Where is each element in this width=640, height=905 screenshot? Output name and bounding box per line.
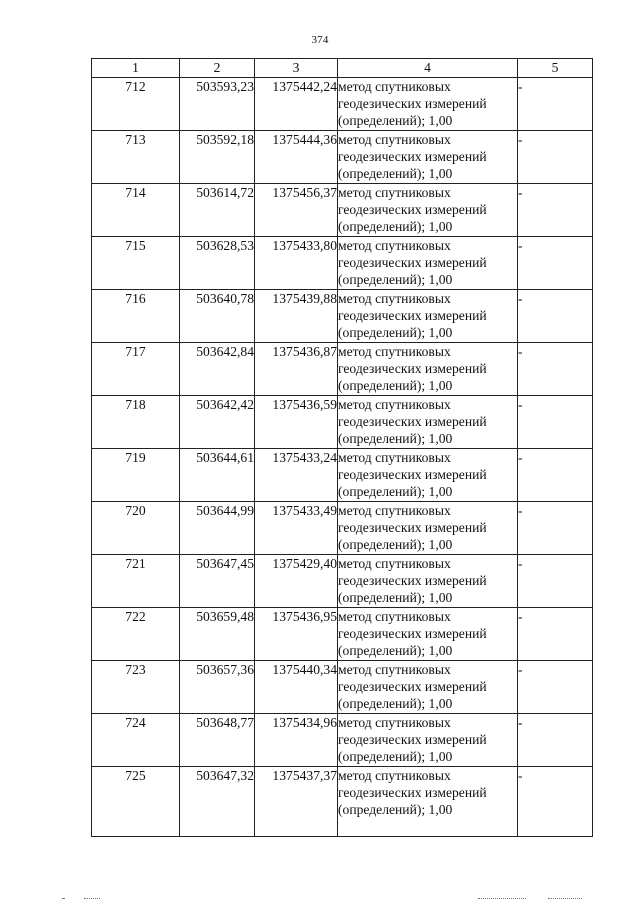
y-coordinate-cell: 1375439,88 bbox=[255, 290, 338, 343]
method-accuracy-cell bbox=[338, 131, 518, 184]
method-text-line: геодезических измерений bbox=[338, 573, 487, 588]
x-coordinate-cell: 503593,23 bbox=[180, 78, 255, 131]
method-text-line: метод спутниковых bbox=[338, 238, 451, 253]
y-coordinate-cell: 1375444,36 bbox=[255, 131, 338, 184]
y-coordinate-cell: 1375436,95 bbox=[255, 608, 338, 661]
y-coordinate-cell: 1375434,96 bbox=[255, 714, 338, 767]
method-text-line: геодезических измерений bbox=[338, 202, 487, 217]
table-row bbox=[92, 449, 593, 502]
method-text-line: метод спутниковых bbox=[338, 79, 451, 94]
coordinates-table bbox=[91, 58, 593, 837]
column-header-2: 2 bbox=[180, 59, 255, 78]
method-text-line: (определений); 1,00 bbox=[338, 272, 453, 287]
note-cell: - bbox=[518, 555, 593, 608]
point-number-cell: 725 bbox=[92, 767, 180, 837]
table-row bbox=[92, 608, 593, 661]
x-coordinate-cell: 503659,48 bbox=[180, 608, 255, 661]
table-row bbox=[92, 290, 593, 343]
method-text-line: геодезических измерений bbox=[338, 96, 487, 111]
y-coordinate-cell: 1375433,80 bbox=[255, 237, 338, 290]
method-accuracy-cell bbox=[338, 608, 518, 661]
method-text-line: (определений); 1,00 bbox=[338, 802, 453, 817]
column-header-3: 3 bbox=[255, 59, 338, 78]
method-text-line: метод спутниковых bbox=[338, 344, 451, 359]
method-accuracy-cell bbox=[338, 449, 518, 502]
method-text-line: (определений); 1,00 bbox=[338, 431, 453, 446]
method-text-line: (определений); 1,00 bbox=[338, 113, 453, 128]
note-cell: - bbox=[518, 131, 593, 184]
method-accuracy-cell bbox=[338, 767, 518, 837]
point-number-cell: 717 bbox=[92, 343, 180, 396]
x-coordinate-cell: 503614,72 bbox=[180, 184, 255, 237]
x-coordinate-cell: 503628,53 bbox=[180, 237, 255, 290]
note-cell: - bbox=[518, 714, 593, 767]
x-coordinate-cell: 503642,42 bbox=[180, 396, 255, 449]
column-header-1: 1 bbox=[92, 59, 180, 78]
y-coordinate-cell: 1375436,59 bbox=[255, 396, 338, 449]
method-accuracy-cell bbox=[338, 237, 518, 290]
y-coordinate-cell: 1375442,24 bbox=[255, 78, 338, 131]
table-row bbox=[92, 396, 593, 449]
point-number-cell: 713 bbox=[92, 131, 180, 184]
method-text-line: метод спутниковых bbox=[338, 397, 451, 412]
method-text-line: геодезических измерений bbox=[338, 626, 487, 641]
method-text-line: геодезических измерений bbox=[338, 149, 487, 164]
method-text-line: (определений); 1,00 bbox=[338, 219, 453, 234]
note-cell: - bbox=[518, 343, 593, 396]
y-coordinate-cell: 1375433,49 bbox=[255, 502, 338, 555]
column-header-5: 5 bbox=[518, 59, 593, 78]
table-row bbox=[92, 131, 593, 184]
table-row bbox=[92, 502, 593, 555]
method-text-line: (определений); 1,00 bbox=[338, 378, 453, 393]
method-accuracy-cell bbox=[338, 555, 518, 608]
note-cell: - bbox=[518, 449, 593, 502]
table-row bbox=[92, 78, 593, 131]
note-cell: - bbox=[518, 184, 593, 237]
method-text-line: метод спутниковых bbox=[338, 768, 451, 783]
method-text-line: (определений); 1,00 bbox=[338, 484, 453, 499]
note-cell: - bbox=[518, 661, 593, 714]
method-text-line: геодезических измерений bbox=[338, 785, 487, 800]
point-number-cell: 716 bbox=[92, 290, 180, 343]
method-text-line: (определений); 1,00 bbox=[338, 643, 453, 658]
method-text-line: геодезических измерений bbox=[338, 414, 487, 429]
method-text-line: метод спутниковых bbox=[338, 185, 451, 200]
method-text-line: геодезических измерений bbox=[338, 520, 487, 535]
method-text-line: метод спутниковых bbox=[338, 291, 451, 306]
x-coordinate-cell: 503642,84 bbox=[180, 343, 255, 396]
note-cell: - bbox=[518, 767, 593, 837]
table-header-row bbox=[92, 59, 593, 78]
table-row bbox=[92, 237, 593, 290]
page-number: 374 bbox=[311, 34, 329, 46]
x-coordinate-cell: 503592,18 bbox=[180, 131, 255, 184]
method-text-line: геодезических измерений bbox=[338, 679, 487, 694]
method-accuracy-cell bbox=[338, 661, 518, 714]
x-coordinate-cell: 503657,36 bbox=[180, 661, 255, 714]
x-coordinate-cell: 503644,99 bbox=[180, 502, 255, 555]
x-coordinate-cell: 503648,77 bbox=[180, 714, 255, 767]
x-coordinate-cell: 503647,32 bbox=[180, 767, 255, 837]
scan-edge-marks bbox=[0, 898, 640, 902]
method-text-line: метод спутниковых bbox=[338, 450, 451, 465]
note-cell: - bbox=[518, 237, 593, 290]
point-number-cell: 721 bbox=[92, 555, 180, 608]
method-text-line: геодезических измерений bbox=[338, 255, 487, 270]
method-text-line: (определений); 1,00 bbox=[338, 590, 453, 605]
y-coordinate-cell: 1375456,37 bbox=[255, 184, 338, 237]
note-cell: - bbox=[518, 396, 593, 449]
column-header-4: 4 bbox=[338, 59, 518, 78]
method-text-line: метод спутниковых bbox=[338, 715, 451, 730]
method-text-line: геодезических измерений bbox=[338, 361, 487, 376]
y-coordinate-cell: 1375429,40 bbox=[255, 555, 338, 608]
table-row bbox=[92, 767, 593, 837]
table-body bbox=[92, 78, 593, 837]
note-cell: - bbox=[518, 78, 593, 131]
method-text-line: (определений); 1,00 bbox=[338, 749, 453, 764]
point-number-cell: 714 bbox=[92, 184, 180, 237]
method-text-line: метод спутниковых bbox=[338, 556, 451, 571]
point-number-cell: 720 bbox=[92, 502, 180, 555]
method-text-line: (определений); 1,00 bbox=[338, 696, 453, 711]
method-accuracy-cell bbox=[338, 502, 518, 555]
method-accuracy-cell bbox=[338, 184, 518, 237]
table-row bbox=[92, 714, 593, 767]
point-number-cell: 719 bbox=[92, 449, 180, 502]
note-cell: - bbox=[518, 608, 593, 661]
method-text-line: геодезических измерений bbox=[338, 308, 487, 323]
method-accuracy-cell bbox=[338, 714, 518, 767]
table-row bbox=[92, 661, 593, 714]
method-text-line: геодезических измерений bbox=[338, 732, 487, 747]
x-coordinate-cell: 503640,78 bbox=[180, 290, 255, 343]
method-accuracy-cell bbox=[338, 290, 518, 343]
method-text-line: геодезических измерений bbox=[338, 467, 487, 482]
y-coordinate-cell: 1375440,34 bbox=[255, 661, 338, 714]
y-coordinate-cell: 1375436,87 bbox=[255, 343, 338, 396]
method-text-line: метод спутниковых bbox=[338, 609, 451, 624]
method-accuracy-cell bbox=[338, 396, 518, 449]
y-coordinate-cell: 1375433,24 bbox=[255, 449, 338, 502]
note-cell: - bbox=[518, 502, 593, 555]
note-cell: - bbox=[518, 290, 593, 343]
point-number-cell: 722 bbox=[92, 608, 180, 661]
method-text-line: метод спутниковых bbox=[338, 503, 451, 518]
y-coordinate-cell: 1375437,37 bbox=[255, 767, 338, 837]
method-accuracy-cell bbox=[338, 343, 518, 396]
method-text-line: метод спутниковых bbox=[338, 662, 451, 677]
table-row bbox=[92, 555, 593, 608]
point-number-cell: 712 bbox=[92, 78, 180, 131]
method-text-line: (определений); 1,00 bbox=[338, 325, 453, 340]
point-number-cell: 718 bbox=[92, 396, 180, 449]
point-number-cell: 715 bbox=[92, 237, 180, 290]
method-accuracy-cell bbox=[338, 78, 518, 131]
point-number-cell: 724 bbox=[92, 714, 180, 767]
table-row bbox=[92, 184, 593, 237]
method-text-line: метод спутниковых bbox=[338, 132, 451, 147]
method-text-line: (определений); 1,00 bbox=[338, 166, 453, 181]
method-text-line: (определений); 1,00 bbox=[338, 537, 453, 552]
table-row bbox=[92, 343, 593, 396]
x-coordinate-cell: 503647,45 bbox=[180, 555, 255, 608]
x-coordinate-cell: 503644,61 bbox=[180, 449, 255, 502]
point-number-cell: 723 bbox=[92, 661, 180, 714]
